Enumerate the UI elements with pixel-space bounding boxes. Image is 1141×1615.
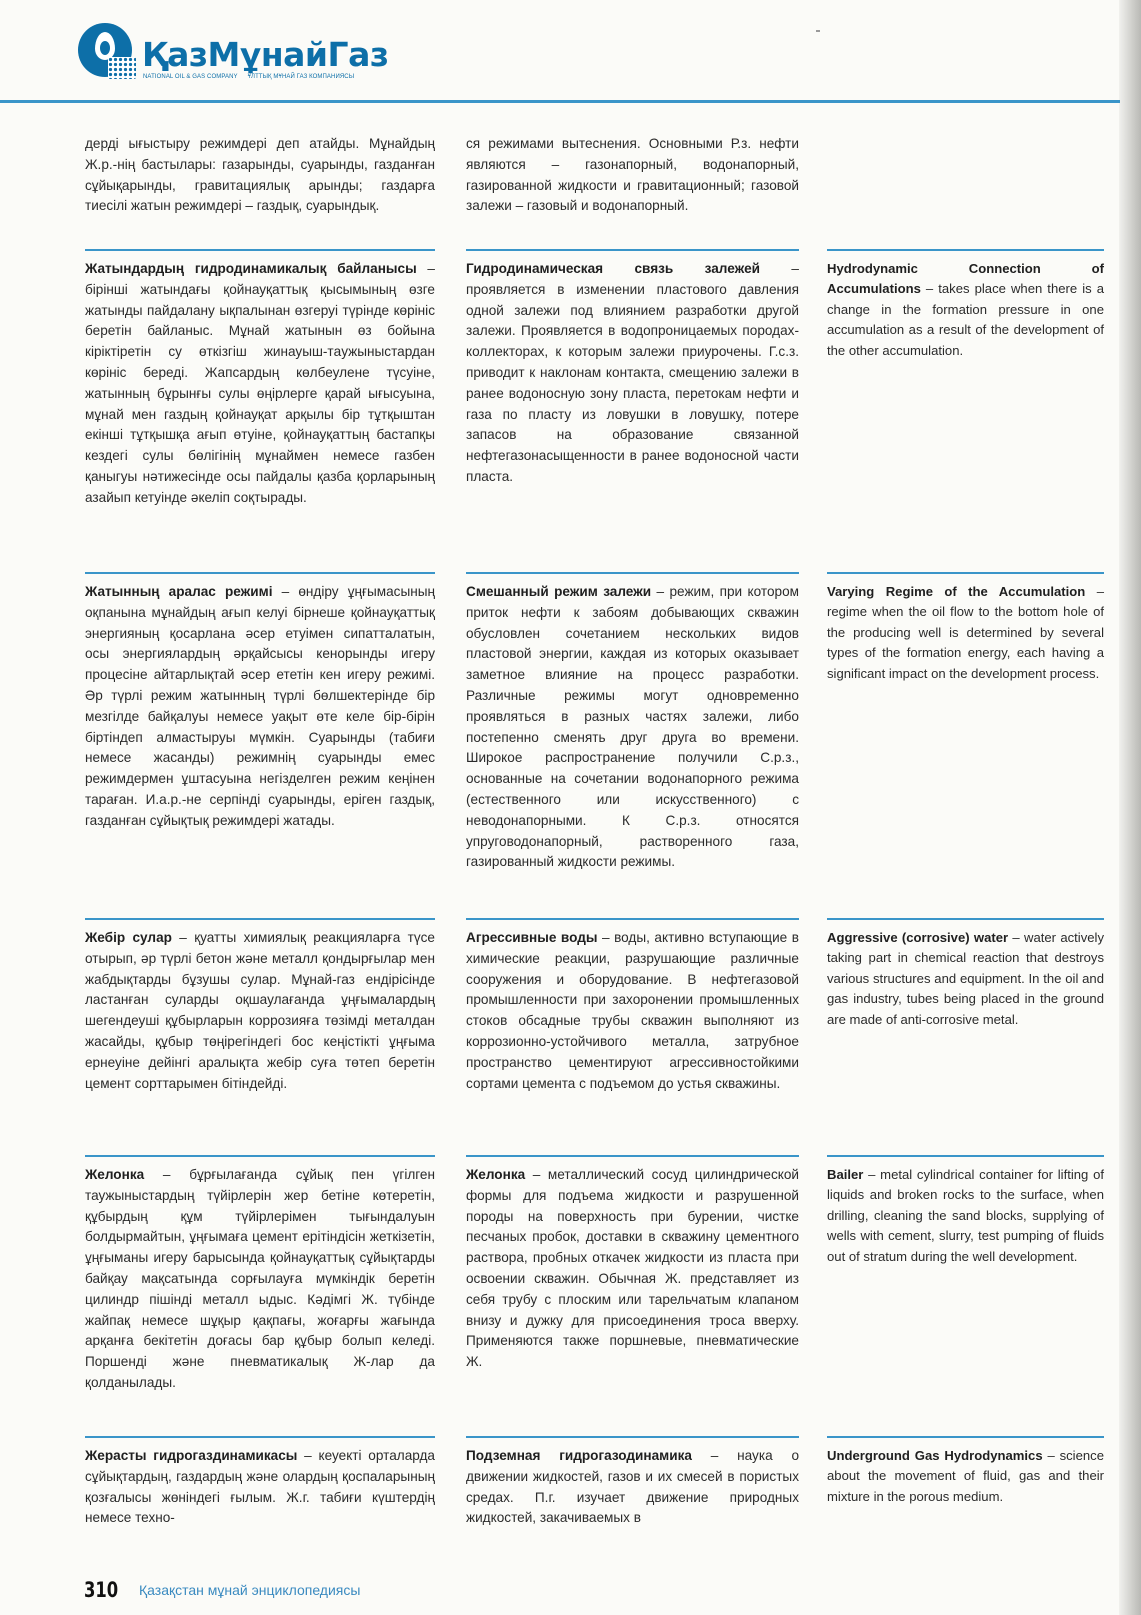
definition-ru: – воды, активно вступающие в химические реакции, разрушающие различные сооружения и оборудование. В нефтегазовой промышленности при захоронении промышленных стоков обсадные трубы скважин выполняют из коррозионно-устойчивого металла, затрубное пространство цементируют агрессивностойкими сортами цемента с подъемом до устья скважины. <box>466 930 799 1091</box>
entry-ru <box>466 582 799 873</box>
entry-rule <box>85 249 435 251</box>
term-en: Bailer <box>827 1167 864 1182</box>
entry-rule <box>85 918 435 920</box>
page-number: 310 <box>84 1578 119 1602</box>
entry-en <box>827 259 1104 361</box>
definition-kk: – бұрғылағанда сұйық пен үгілген таужыныстардың түйірлерін жер бетіне көтеретін, құбырдың құм түйірлерімен тығындалуын болдырмайтын, ұңғымаға цемент ерітіндісін жеткізетін, ұңғыманы игеру барысында қойнауқаттық сұйықтарды байқау мақсатында сорғылауға мүмкіндік беретін цилиндр пішінді металл ыдыс. Кәдімгі Ж. түбінде жайпақ немесе шұқыр қақпағы, жоғарғы жағында арқанға бекітетін доғасы бар құбыр болып келеді. Поршенді және пневматикалық Ж-лар да қолданылады. <box>85 1167 435 1390</box>
entry-kk <box>85 1446 435 1529</box>
definition-en: – water actively taking part in chemical reaction that destroys various structures and equipment. In the oil and gas industry, tubes being placed in the ground are made of anti-corrosive metal. <box>827 930 1104 1027</box>
brand-subtitle <box>143 74 364 80</box>
term-ru: Гидродинамическая связь залежей <box>466 261 761 276</box>
entry-rule <box>466 1155 799 1157</box>
entry-rule <box>466 1436 799 1438</box>
term-kk: Жатындардың гидродинамикалық байланысы <box>85 261 417 276</box>
term-ru: Подземная гидрогазодинамика <box>466 1448 692 1463</box>
page-header <box>0 0 1141 100</box>
entry-rule <box>85 1155 435 1157</box>
term-ru: Желонка <box>466 1167 526 1182</box>
definition-kk: – кеуекті орталарда сұйықтардың, газдардың және олардың қоспаларының қозғалысы жөніндегі ғылым. Ж.г. табиғи күштердің немесе техно- <box>85 1448 435 1526</box>
term-en: Underground Gas Hydrodynamics <box>827 1448 1043 1463</box>
entry-rule <box>85 1436 435 1438</box>
entry-rule <box>827 572 1104 574</box>
definition-en: – takes place when there is a change in the formation pressure in one accumulation as a result of the development of the other accumulation. <box>827 281 1104 358</box>
term-ru: Агрессивные воды <box>466 930 598 945</box>
entry-rule <box>827 1155 1104 1157</box>
entry-en <box>827 1165 1104 1267</box>
brand-subtitle-kk: ҰЛТТЫҚ МҰНАЙ ГАЗ КОМПАНИЯСЫ <box>247 74 355 80</box>
definition-en: – regime when the oil flow to the bottom hole of the producing well is determined by several types of the formation energy, each having a significant impact on the development process. <box>827 584 1104 681</box>
scan-mark <box>816 30 820 32</box>
entry-en <box>827 928 1104 1030</box>
entry-rule <box>827 1436 1104 1438</box>
definition-en: – science about the movement of fluid, gas and their mixture in the porous medium. <box>827 1448 1104 1504</box>
definition-kk: – өндіру ұңғымасының оқпанына мұнайдың ағып келуі бірнеше қойнауқаттық энергияның қосарлана әсер етуімен сипатталатын, осы энергиялардың әрқайсысы кенорынды игеру процесіне айтарлықтай әсер ететін кен игеру режимі. Әр түрлі режим жатынның түрлі бөлшектерінде бір мезгілде байқалуы немесе уақыт өте келе бір-бірін біртіндеп алмастыруы мүмкін. Суарынды (табиғи немесе жасанды) режимнің суарынды емес режимдермен ұштасуына негізделген режим кеңінен тараған. И.а.р.-не серпінді суарынды, еріген газдық, газданған сұйықтық режимдері жатады. <box>85 584 436 828</box>
entry-kk <box>85 928 435 1094</box>
entry-ru <box>466 1165 799 1373</box>
entry-rule <box>827 249 1104 251</box>
term-kk: Желонка <box>85 1167 145 1182</box>
term-en: Varying Regime of the Accumulation <box>827 584 1086 599</box>
entry-en <box>827 1446 1104 1507</box>
entry-rule <box>827 918 1104 920</box>
definition-ru: – наука о движении жидкостей, газов и их смесей в пористых средах. П.г. изучает движение природных жидкостей, закачиваемых в <box>466 1448 799 1526</box>
entry-rule <box>466 572 799 574</box>
definition-ru: – режим, при котором приток нефти к забоям добывающих скважин обусловлен сочетанием нескольких видов пластовой энергии, каждая из которых оказывает заметное влияние на процесс разработки. Различные режимы могут одновременно проявляться в разных частях залежи, либо постепенно сменять друг друга во времени. Широкое распространение получили С.р.з., основанные на сочетании водонапорного режима (естественного или искусственного) с неводонапорными. К С.р.з. относятся упруговодонапорный, растворенного газа, газированный жидкости режимы. <box>466 584 799 870</box>
brand-name: ҚазМұнайГаз <box>142 35 389 74</box>
entry-ru <box>466 259 799 488</box>
page-binding-shadow <box>1119 0 1141 1615</box>
definition-ru: – металлический сосуд цилиндрической формы для подъема жидкости и разрушенной породы на поверхность при бурении, чистке песчаных пробок, доставки в скважину цементного раствора, пробных откачек жидкости из пласта при освоении скважин. Обычная Ж. представляет из себя трубу с плоским или тарельчатым клапаном внизу и дужку для присоединения троса вверху. Применяются также поршневые, пневматические Ж. <box>466 1167 799 1370</box>
book-title: Қазақстан мұнай энциклопедиясы <box>139 1582 361 1598</box>
entry-kk <box>85 259 435 509</box>
entry-ru <box>466 928 799 1094</box>
entry-ru <box>466 1446 799 1529</box>
entry-rule <box>466 918 799 920</box>
term-en: Hydrodynamic Connection of Accumulations <box>827 261 1104 297</box>
intro-ru: ся режимами вытеснения. Основными Р.з. нефти являются – газонапорный, водонапорный, газированной жидкости и гравитационный; газовой залежи – газовый и водонапорный. <box>466 136 799 214</box>
definition-kk: – бірінші жатындағы қойнауқаттық қысымының өзге жатынды пайдалану ықпалынан өзгеруі түрінде көрініс беретін байланыс. Мұнай жатынын өз бойына кіріктіретін су өткізгіш жинауыш-тaужыныстардан көрініс береді. Жапсардың көлбеулене түсуіне, жатынның бұрынғы сулы өңірлерге қарай ығысуына, мұнай мен газдың қойнауқат арқылы бір тұтқыштан екінші тұтқышқа ағып өтуіне, қойнауқаттың бастапқы кездегі сулы бөлігінің мұнаймен немесе газбен қаныгуы нәтижесінде осы пайдалы қазба қорларының азайып кетуінде әкеліп соқтырады. <box>85 261 435 505</box>
intro-kk: дерді ығыстыру режимдері деп атайды. Мұнайдың Ж.р.-нің бастылары: газарынды, суарынды, газданған сұйықарынды, гравитациялық арынды; газдарға тиесілі жатын режимдері – газдық, суарындық. <box>85 136 435 214</box>
term-en: Aggressive (corrosive) water <box>827 930 1009 945</box>
term-kk: Жерасты гидрогаздинамикасы <box>85 1448 298 1463</box>
term-ru: Смешанный режим залежи <box>466 584 652 599</box>
header-rule <box>0 100 1120 103</box>
definition-en: – metal cylindrical container for lifting of liquids and broken rocks to the surface, when drilling, cleaning the sand blocks, supplying of wells with cement, slurry, test pumping of fluids out of stratum during the well development. <box>827 1167 1104 1264</box>
entry-rule <box>85 572 435 574</box>
term-kk: Жатынның аралас режимі <box>85 584 273 599</box>
kazmunaygas-logo-icon <box>78 23 132 77</box>
brand-subtitle-en: NATIONAL OIL & GAS COMPANY <box>143 74 238 80</box>
entry-kk <box>85 582 435 832</box>
definition-kk: – қуатты химиялық реакцияларға түсе отырып, әр түрлі бетон және металл қондырғылар мен жабдықтарды бұзушы сулар. Мұнай-газ ендірісінде ластанған суларды оқшаулағанда ұңғымалардың шегендеуші құбырларын коррозияға төзімді металдан жасайды, құбыр төңірегіндегі бос кеңістікті ұңғыма ернеуіне дейінгі аралықта жебір суға төтеп беретін цемент сорттарымен бітіндейді. <box>85 930 435 1091</box>
definition-ru: – проявляется в изменении пластового давления одной залежи под влиянием разработки другой залежи. Проявляется в водопроницаемых породах-коллекторах, к которым залежи приурочены. Г.с.з. приводит к наклонам контакта, смещению залежи в ранее водоносную зону пласта, перетокам нефти и газа по пласту из ловушки в ловушку, потере запасов на образование связанной нефтегазонасыщенности в ранее водоносной части пласта. <box>466 261 799 484</box>
term-kk: Жебір сулар <box>85 930 172 945</box>
entry-rule <box>466 249 799 251</box>
entry-kk <box>85 1165 435 1394</box>
entry-en <box>827 582 1104 684</box>
